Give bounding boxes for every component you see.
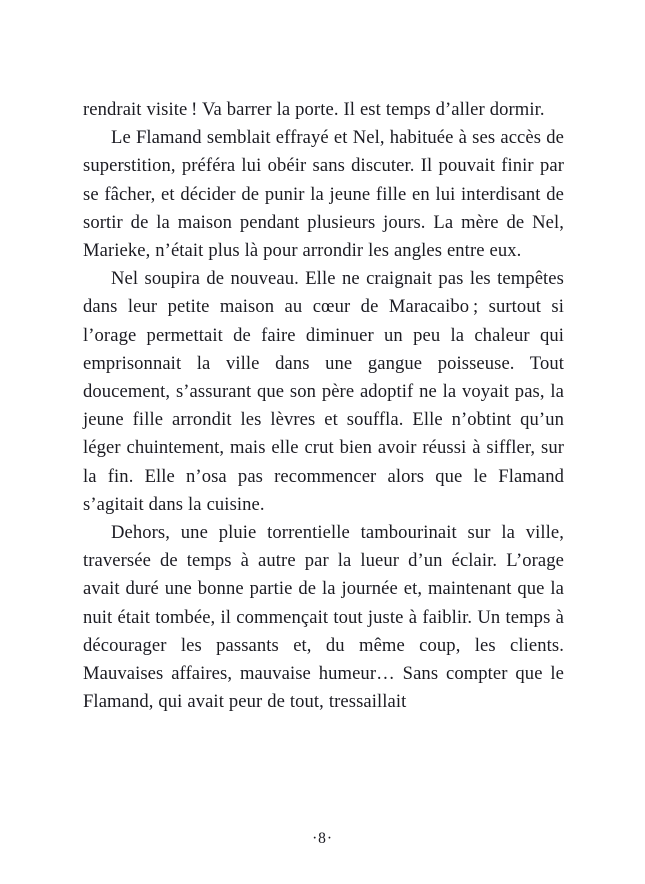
paragraph-continued: rendrait visite ! Va barrer la porte. Il est temps d’aller dormir. xyxy=(83,99,545,120)
page-folio: ·8· xyxy=(312,830,333,847)
paragraph-flamand-effraye: Le Flamand semblait effrayé et Nel, habituée à ses accès de superstition, préféra lui obéir sans discuter. Il pouvait finir par se fâcher, et décider de punir la jeune fille en lui interdisant de sortir de la maison pendant plusieurs jours. La mère de Nel, Marieke, n’était plus là pour arrondir les angles entre eux. xyxy=(83,127,564,262)
body-text-block xyxy=(83,96,564,716)
paragraph-nel-soupira: Nel soupira de nouveau. Elle ne craignait pas les tempêtes dans leur petite maison au cœur de Maracaibo ; surtout si l’orage permettait de faire diminuer un peu la chaleur qui emprisonnait la ville dans une gangue poisseuse. Tout doucement, s’assurant que son père adoptif ne la voyait pas, la jeune fille arrondit les lèvres et souffla. Elle n’obtint qu’un léger chuintement, mais elle crut bien avoir réussi à siffler, sur la fin. Elle n’osa pas recommencer alors que le Flamand s’agitait dans la cuisine. xyxy=(83,268,564,515)
paragraph-dehors-pluie: Dehors, une pluie torrentielle tambourinait sur la ville, traversée de temps à autre par la lueur d’un éclair. L’orage avait duré une bonne partie de la journée et, maintenant que la nuit était tombée, il commençait tout juste à faiblir. Un temps à décourager les passants et, du même coup, les clients. Mauvaises affaires, mauvaise humeur… Sans compter que le Flamand, qui avait peur de tout, tressaillait xyxy=(83,522,564,713)
